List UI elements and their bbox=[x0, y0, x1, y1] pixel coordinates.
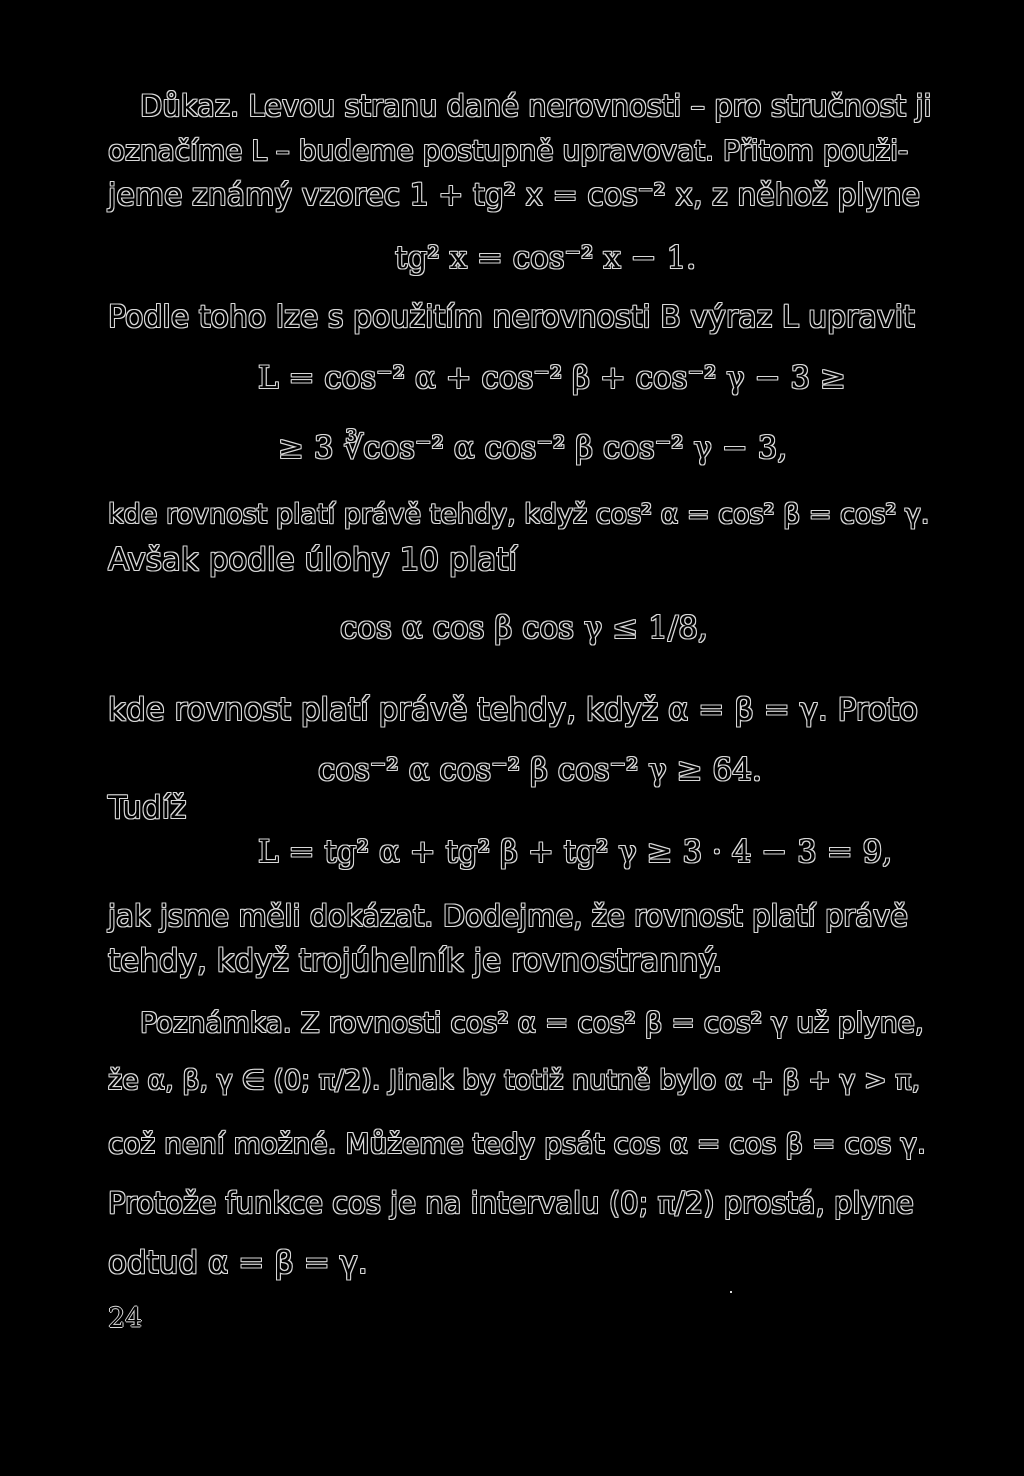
equation-l-expansion: L = cos⁻² α + cos⁻² β + cos⁻² γ − 3 ≥ bbox=[258, 360, 846, 396]
proof-line-2: označíme L – budeme postupně upravovat. Přitom použi- bbox=[108, 134, 909, 167]
paragraph-line-tudiz: Tudíž bbox=[108, 790, 187, 826]
paragraph-line-podle: Podle toho lze s použitím nerovnosti B výraz L upravit bbox=[108, 300, 915, 335]
equation-tangent-identity: tg² x = cos⁻² x − 1. bbox=[395, 240, 697, 276]
note-line-4: Protože funkce cos je na intervalu (0; π/2) prostá, plyne bbox=[108, 1186, 914, 1220]
stray-dot bbox=[730, 1291, 732, 1293]
note-line-2: že α, β, γ ∈ (0; π/2). Jinak by totiž nutně bylo α + β + γ > π, bbox=[108, 1065, 921, 1096]
paragraph-line-avsak: Avšak podle úlohy 10 platí bbox=[108, 542, 517, 578]
note-line-3: což není možné. Můžeme tedy psát cos α = cos β = cos γ. bbox=[108, 1127, 926, 1160]
page-number: 24 bbox=[108, 1303, 143, 1334]
equation-64: cos⁻² α cos⁻² β cos⁻² γ ≥ 64. bbox=[318, 752, 762, 788]
proof-line-3: jeme známý vzorec 1 + tg² x = cos⁻² x, z něhož plyne bbox=[108, 178, 921, 213]
paragraph-line-proto: kde rovnost platí právě tehdy, když α = β = γ. Proto bbox=[108, 692, 918, 728]
equation-cos-product: cos α cos β cos γ ≤ 1/8, bbox=[340, 610, 708, 646]
note-line-5: odtud α = β = γ. bbox=[108, 1245, 368, 1281]
equation-am-gm: ≥ 3 ∛cos⁻² α cos⁻² β cos⁻² γ − 3, bbox=[278, 430, 788, 466]
equation-result-9: L = tg² α + tg² β + tg² γ ≥ 3 · 4 − 3 = 9, bbox=[258, 834, 893, 870]
paragraph-line-rovnost: kde rovnost platí právě tehdy, když cos² α = cos² β = cos² γ. bbox=[108, 499, 930, 530]
paragraph-line-jak: jak jsme měli dokázat. Dodejme, že rovnost platí právě bbox=[108, 899, 908, 933]
proof-line-1: Důkaz. Levou stranu dané nerovnosti – pro stručnost ji bbox=[140, 89, 932, 123]
paragraph-line-tehdy: tehdy, když trojúhelník je rovnostranný. bbox=[108, 943, 723, 979]
note-line-1: Poznámka. Z rovnosti cos² α = cos² β = cos² γ už plyne, bbox=[140, 1006, 924, 1039]
